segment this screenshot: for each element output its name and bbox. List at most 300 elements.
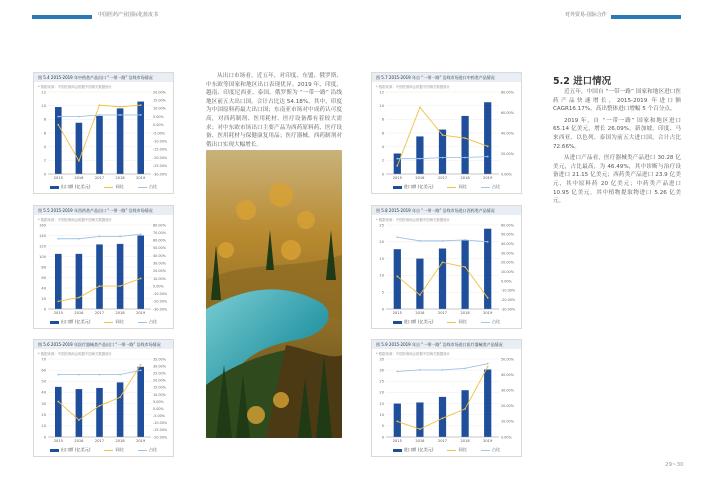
y2-tick-label: 0.00% [501,435,512,440]
line-point [78,374,80,376]
y-tick-label: 20 [41,413,46,418]
legend-swatch [104,187,113,188]
x-tick-label: 2017 [437,439,448,443]
bar [484,369,491,437]
line-point [442,240,444,242]
y-tick-label: 40 [41,390,46,395]
x-tick-label: 2016 [74,311,84,315]
section-paragraph-1: 近五年，中国自 “一带一路” 国家和地区进口医药产品快速增长，2015-2019 年进口额 CAGR16.17%，高出整体进口增幅 5 个百分点。 [553,89,681,113]
line-point [57,401,59,403]
line-point [140,369,142,371]
y2-tick-label: -10.00% [153,292,168,297]
bar [137,236,144,310]
y2-tick-label: -10.00% [501,288,516,293]
y2-tick-label: 35.00% [153,357,166,362]
y-tick-label: 20 [41,296,46,301]
line-point [419,240,421,242]
x-tick-label: 2015 [392,439,402,443]
y-tick-label: 2 [43,158,46,163]
y2-tick-label: 20.00% [153,269,166,274]
bar [76,389,83,437]
y-tick-label: 4 [43,144,46,149]
bar [394,404,401,437]
legend-item [481,447,500,452]
legend-label: 占比 [491,319,501,324]
legend-swatch [393,449,402,452]
legend-label: 进口额 (亿美元) [403,319,434,324]
forest-lake-image [206,150,342,438]
x-tick-label: 2016 [74,176,84,180]
line-point [99,285,101,287]
legend-label: 占比 [491,184,501,189]
line-point [396,165,398,167]
x-tick-label: 2018 [460,311,470,315]
bar [117,244,124,309]
header-bar-right [611,15,681,19]
legend-label: 占比 [148,184,158,189]
x-tick-label: 2019 [483,439,493,443]
chart-source-note: * 数据来源：中国医保商会根据中国海关数据统计 [38,218,112,222]
y2-tick-label: -5.00% [153,131,165,136]
chart-source-note: * 数据来源：中国医保商会根据中国海关数据统计 [376,85,450,89]
legend-item [481,184,500,189]
legend-swatch [447,322,456,323]
line-point [119,106,121,108]
y-tick-label: 12 [379,90,384,95]
line-point [419,428,421,430]
bar [96,244,103,309]
x-tick-label: 2017 [437,176,448,180]
y2-tick-label: 5.00% [153,399,164,404]
y2-tick-label: -20.00% [153,299,168,304]
legend-swatch [104,322,113,323]
legend-swatch [447,450,456,451]
y-tick-label: 100 [39,254,46,259]
y2-tick-label: 0.00% [153,123,164,128]
line-point [78,297,80,299]
y-tick-label: 10 [379,273,384,278]
bar [76,123,83,174]
y-tick-label: 0 [381,435,384,440]
section-paragraph-2: 2019 年，自 “一带一路” 国家和地区进口 65.14 亿美元，增长 26.09%。新加坡、印度、马来西亚、以色列、泰国为前五大进口国，合计占比 72.66%。 [553,117,681,150]
chart-title: 图 5.5 2015-2019 年西药类产品出口 “一带一路” 沿线市场情况 [34,206,173,215]
line-point [119,396,121,398]
y-tick-label: 10 [379,413,384,418]
y2-tick-label: 10.00% [501,419,514,424]
legend-item [447,319,466,324]
y2-tick-label: -30.00% [501,307,516,312]
line-point [119,114,121,116]
bar [416,402,423,437]
line-point [78,419,80,421]
y2-tick-label: 0.00% [501,279,512,284]
intro-text [206,72,342,152]
x-tick-label: 2016 [415,176,425,180]
legend-swatch [104,450,113,451]
bar [117,108,124,174]
bar [55,387,62,437]
y-tick-label: 10 [41,103,46,108]
bar [439,249,446,309]
y-tick-label: 70 [41,357,46,362]
page-number: 29~30 [665,462,684,468]
chart-plot [34,221,173,317]
chart-title: 图 5.4 2015-2019 年中药类产品出口 “一带一路” 沿线市场情况 [34,73,173,82]
line-point [442,157,444,159]
y2-tick-label: 10.00% [153,276,166,281]
legend-item [104,319,123,324]
y2-tick-label: -30.00% [153,172,168,177]
y2-tick-label: 50.00% [501,357,514,362]
bar [394,249,401,309]
legend-label: 同比 [458,184,467,189]
chart-source-note: * 数据来源：中国医保商会根据中国海关数据统计 [376,218,450,222]
legend-label: 出口额 (亿美元) [60,447,91,452]
line-point [396,275,398,277]
line-point [487,297,489,299]
chart-title: 图 5.9 2015-2019 年自 “一带一路” 沿线市场进口医疗器械类产品情况 [372,340,521,349]
y2-tick-label: -20.00% [153,155,168,160]
x-tick-label: 2015 [53,439,63,443]
line-point [140,114,142,116]
y2-tick-label: -10.00% [153,139,168,144]
legend-label: 出口额 (亿美元) [60,184,91,189]
line-point [57,374,59,376]
y2-tick-label: 50.00% [501,232,514,237]
legend-item [393,319,434,324]
bar [76,254,83,309]
y2-tick-label: -25.00% [153,164,168,169]
chart-legend [34,319,173,325]
y-tick-label: 2 [381,158,384,163]
y2-tick-label: -15.00% [153,428,168,433]
x-tick-label: 2019 [483,311,493,315]
legend-item [50,319,91,324]
line-point [57,238,59,240]
x-tick-label: 2016 [74,439,84,443]
x-tick-label: 2018 [460,439,470,443]
legend-label: 出口额 (亿美元) [60,319,91,324]
line-point [396,421,398,423]
legend-item [393,184,434,189]
line-point [119,285,121,287]
y2-tick-label: 20.00% [501,404,514,409]
line-point [78,160,80,162]
chart-legend [34,184,173,190]
y-tick-label: 60 [41,368,46,373]
legend-swatch [138,187,147,188]
line-point [57,300,59,302]
header-right-title: 对外贸易-国际合作 [565,12,607,18]
x-tick-label: 2018 [115,176,125,180]
chart-plot [372,221,521,317]
section-text [553,88,681,209]
line-point [442,261,444,263]
y2-tick-label: 15.00% [153,385,166,390]
legend-item [50,447,91,452]
y2-tick-label: 40.00% [501,131,514,136]
chart-title: 图 5.6 2015-2019 年医疗器械类产品出口 “一带一路” 沿线市场情况 [34,340,173,349]
x-tick-label: 2015 [53,311,63,315]
line-point [119,374,121,376]
line-point [99,236,101,238]
legend-item [50,184,91,189]
chart-panel-5-6 [33,339,174,457]
line-point [140,104,142,106]
bar [394,154,401,175]
x-tick-label: 2017 [94,439,105,443]
line-point [140,364,142,366]
legend-label: 同比 [115,447,124,452]
header-left-title: 中国医药产业国际化蓝皮书 [98,12,159,18]
x-tick-label: 2015 [392,311,402,315]
legend-item [104,447,123,452]
legend-swatch [481,322,490,323]
y2-tick-label: 60.00% [501,110,514,115]
chart-panel-5-4 [33,72,174,194]
bar [137,102,144,174]
y-tick-label: 8 [43,117,46,122]
line-point [396,371,398,373]
x-tick-label: 2019 [136,439,146,443]
chart-source-note: * 数据来源：中国医保商会根据中国海关数据统计 [38,352,112,356]
line-point [140,233,142,235]
legend-label: 进口额 (亿美元) [403,184,434,189]
legend-item [447,447,466,452]
y2-tick-label: -15.00% [153,147,168,152]
y-tick-label: 6 [43,131,46,136]
y2-tick-label: 5.00% [153,114,164,119]
legend-label: 占比 [491,447,501,452]
chart-legend [372,184,521,190]
line-point [442,417,444,419]
bar [96,116,103,174]
y2-tick-label: 10.00% [153,392,166,397]
y-tick-label: 140 [39,233,46,238]
line-point [464,137,466,139]
bar [416,259,423,309]
legend-item [447,184,466,189]
y2-tick-label: 20.00% [501,260,514,265]
legend-swatch [393,186,402,189]
forest-lake-photo [206,150,342,438]
y-tick-label: 5 [381,424,384,429]
x-tick-label: 2016 [415,439,425,443]
y2-tick-label: 25.00% [153,371,166,376]
legend-swatch [481,187,490,188]
y-tick-label: 25 [379,223,384,228]
bar [461,240,468,309]
intro-paragraph: 从出口市场看，近五年，对印度、东盟、俄罗斯、中东欧等国家和地区出口表现优异。2019 年，印度、越南、印度尼西亚、泰国、俄罗斯为 “一带一路” 沿线地区前五大出口国，合计占比达 54.18%。其中，印度为中国原料药最大出口国；东南亚市场对中成药认可度高，对西药制剂、医用耗材、医疗设备都有着较大需求；对中东欧市场出口主要产品为西药原料药、医疗设备、医用耗材与保健康复用品；医疗器械、西药制剂对俄出口实现大幅增长。 [206,73,342,148]
x-tick-label: 2019 [136,176,146,180]
y2-tick-label: 50.00% [153,246,166,251]
x-tick-label: 2016 [415,311,425,315]
chart-title: 图 5.8 2015-2019 年自 “一带一路” 沿线市场进口西药类产品情况 [372,206,521,215]
y-tick-label: 6 [381,131,384,136]
y2-tick-label: 30.00% [501,251,514,256]
y2-tick-label: 30.00% [153,364,166,369]
y-tick-label: 35 [379,357,384,362]
legend-swatch [393,321,402,324]
bar [416,136,423,174]
chart-plot [372,355,521,445]
y2-tick-label: -20.00% [501,297,516,302]
y2-tick-label: 40.00% [501,372,514,377]
line-point [464,367,466,369]
legend-label: 进口额 (亿美元) [403,447,434,452]
chart-legend [34,447,173,453]
y-tick-label: 25 [379,379,384,384]
line-point [419,106,421,108]
y-tick-label: 20 [379,240,384,245]
y2-tick-label: 30.00% [153,261,166,266]
y-tick-label: 15 [379,256,384,261]
y2-tick-label: -30.00% [153,307,168,312]
chart-title: 图 5.7 2015-2019 年自 “一带一路” 沿线市场进口中药类产品情况 [372,73,521,82]
y2-tick-label: 70.00% [153,230,166,235]
line-point [99,114,101,116]
line-point [119,236,121,238]
y-tick-label: 80 [41,265,46,270]
y-tick-label: 50 [41,379,46,384]
line-point [487,363,489,365]
line-point [442,369,444,371]
legend-label: 同比 [115,319,124,324]
legend-swatch [50,321,59,324]
bar [117,382,124,437]
chart-plot [34,355,173,445]
legend-item [393,447,434,452]
y2-tick-label: 10.00% [153,106,166,111]
y2-tick-label: 20.00% [153,90,166,95]
legend-swatch [138,450,147,451]
legend-item [481,319,500,324]
line-point [99,405,101,407]
x-tick-label: 2019 [483,176,493,180]
legend-label: 同比 [115,184,124,189]
y2-tick-label: -10.00% [153,421,168,426]
y2-tick-label: -5.00% [153,414,165,419]
line-point [487,156,489,158]
line-point [396,236,398,238]
line-point [99,374,101,376]
legend-swatch [447,187,456,188]
chart-panel-5-7 [371,72,522,194]
y2-tick-label: 60.00% [501,223,514,228]
legend-swatch [50,186,59,189]
y2-tick-label: 10.00% [501,269,514,274]
y-tick-label: 0 [381,307,384,312]
x-tick-label: 2015 [53,176,63,180]
y-tick-label: 10 [41,424,46,429]
y2-tick-label: 40.00% [501,241,514,246]
y2-tick-label: 20.00% [153,378,166,383]
legend-label: 占比 [148,447,158,452]
legend-item [138,184,157,189]
x-tick-label: 2015 [392,176,402,180]
y2-tick-label: 80.00% [501,90,514,95]
x-tick-label: 2018 [115,311,125,315]
line-point [140,278,142,280]
x-tick-label: 2017 [94,311,105,315]
y2-tick-label: 30.00% [501,388,514,393]
y-tick-label: 12 [41,90,46,95]
line-point [464,408,466,410]
bar [461,116,468,174]
legend-label: 同比 [458,319,467,324]
line-point [419,158,421,160]
y2-tick-label: 0.00% [153,406,164,411]
line-point [487,145,489,147]
legend-swatch [50,449,59,452]
y2-tick-label: 0.00% [501,172,512,177]
y-tick-label: 4 [381,144,384,149]
y-tick-label: 15 [379,401,384,406]
line-point [57,116,59,118]
line-point [419,369,421,371]
line-point [57,124,59,126]
y-tick-label: 160 [39,223,46,228]
line-point [487,366,489,368]
line-point [442,134,444,136]
chart-panel-5-8 [371,205,522,329]
y-tick-label: 0 [43,307,46,312]
y2-tick-label: 0.00% [153,284,164,289]
y2-tick-label: 40.00% [153,253,166,258]
legend-item [138,319,157,324]
x-tick-label: 2019 [136,311,146,315]
legend-item [138,447,157,452]
chart-plot [372,88,521,182]
y2-tick-label: -20.00% [153,435,168,440]
y-tick-label: 40 [41,286,46,291]
y-tick-label: 10 [379,103,384,108]
x-tick-label: 2018 [115,439,125,443]
line-point [464,157,466,159]
line-point [419,294,421,296]
bar [439,130,446,174]
y-tick-label: 30 [379,368,384,373]
legend-item [104,184,123,189]
header-bar-left [32,15,92,19]
section-paragraph-3: 从进口产品看，医疗器械类产品进口 30.28 亿美元，占比最高，为 46.49%，其中诊断与治疗设备进口 21.15 亿美元；西药类产品进口 23.9 亿美元，其中原料药 20 亿美元；中药类产品进口 10.95 亿美元，其中植物提取物进口 5.26 亿美元。 [553,155,681,205]
line-point [78,238,80,240]
y-tick-label: 30 [41,401,46,406]
bar [484,102,491,174]
y2-tick-label: 60.00% [153,238,166,243]
y-tick-label: 0 [381,172,384,177]
legend-label: 同比 [458,447,467,452]
y2-tick-label: 80.00% [153,223,166,228]
bar [137,367,144,437]
y-tick-label: 20 [379,390,384,395]
line-point [464,266,466,268]
chart-panel-5-5 [33,205,174,329]
line-point [464,239,466,241]
legend-swatch [138,322,147,323]
chart-panel-5-9 [371,339,522,457]
line-point [487,241,489,243]
chart-source-note: * 数据来源：中国医保商会根据中国海关数据统计 [376,352,450,356]
chart-legend [372,447,521,453]
x-tick-label: 2018 [460,176,470,180]
bar [461,390,468,437]
line-point [396,158,398,160]
y2-tick-label: 15.00% [153,98,166,103]
section-title: 5.2 进口情况 [553,76,612,87]
legend-swatch [481,450,490,451]
x-tick-label: 2017 [437,311,448,315]
